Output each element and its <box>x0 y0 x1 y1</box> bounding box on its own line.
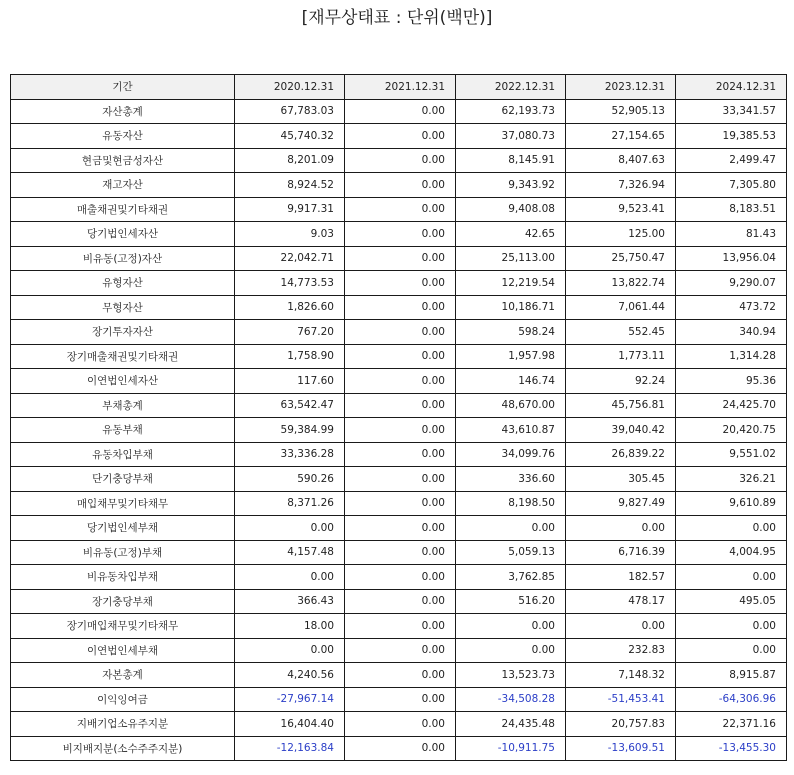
value-cell: 9.03 <box>235 222 345 247</box>
value-cell: 4,004.95 <box>676 540 787 565</box>
value-cell: 59,384.99 <box>235 418 345 443</box>
value-cell: 473.72 <box>676 295 787 320</box>
value-cell: 19,385.53 <box>676 124 787 149</box>
value-cell: 0.00 <box>345 418 456 443</box>
row-label: 당기법인세자산 <box>11 222 235 247</box>
row-label: 부채총계 <box>11 393 235 418</box>
value-cell: 117.60 <box>235 369 345 394</box>
value-cell: 1,758.90 <box>235 344 345 369</box>
row-label: 비유동(고정)부채 <box>11 540 235 565</box>
value-cell: 45,740.32 <box>235 124 345 149</box>
value-cell: 9,610.89 <box>676 491 787 516</box>
value-cell: 39,040.42 <box>566 418 676 443</box>
value-cell: 67,783.03 <box>235 99 345 124</box>
row-label: 자본총계 <box>11 663 235 688</box>
value-cell: 63,542.47 <box>235 393 345 418</box>
table-row <box>11 712 787 737</box>
table-row <box>11 540 787 565</box>
value-cell: 81.43 <box>676 222 787 247</box>
value-cell: 0.00 <box>345 124 456 149</box>
column-header-2020: 2020.12.31 <box>235 75 345 100</box>
value-cell: 0.00 <box>345 540 456 565</box>
row-label: 현금및현금성자산 <box>11 148 235 173</box>
value-cell: 0.00 <box>345 736 456 761</box>
value-cell: 0.00 <box>345 565 456 590</box>
column-header-2022: 2022.12.31 <box>456 75 566 100</box>
value-cell: 48,670.00 <box>456 393 566 418</box>
value-cell: 1,826.60 <box>235 295 345 320</box>
value-cell: 8,201.09 <box>235 148 345 173</box>
value-cell: 62,193.73 <box>456 99 566 124</box>
value-cell: 366.43 <box>235 589 345 614</box>
value-cell: 0.00 <box>345 467 456 492</box>
row-label: 이익잉여금 <box>11 687 235 712</box>
value-cell: -13,455.30 <box>676 736 787 761</box>
row-label: 유형자산 <box>11 271 235 296</box>
table-row <box>11 173 787 198</box>
value-cell: 0.00 <box>235 565 345 590</box>
row-label: 비유동(고정)자산 <box>11 246 235 271</box>
value-cell: -34,508.28 <box>456 687 566 712</box>
value-cell: -51,453.41 <box>566 687 676 712</box>
value-cell: 0.00 <box>345 393 456 418</box>
page-title: [재무상태표 : 단위(백만)] <box>301 8 493 28</box>
value-cell: 146.74 <box>456 369 566 394</box>
value-cell: 25,750.47 <box>566 246 676 271</box>
value-cell: 20,757.83 <box>566 712 676 737</box>
row-label: 재고자산 <box>11 173 235 198</box>
value-cell: -27,967.14 <box>235 687 345 712</box>
value-cell: 9,343.92 <box>456 173 566 198</box>
value-cell: 24,435.48 <box>456 712 566 737</box>
value-cell: 0.00 <box>345 99 456 124</box>
value-cell: 495.05 <box>676 589 787 614</box>
table-row <box>11 663 787 688</box>
value-cell: 4,157.48 <box>235 540 345 565</box>
column-header-2024: 2024.12.31 <box>676 75 787 100</box>
table-row <box>11 271 787 296</box>
table-row <box>11 197 787 222</box>
row-label: 비유동차입부채 <box>11 565 235 590</box>
value-cell: 182.57 <box>566 565 676 590</box>
row-label: 단기충당부채 <box>11 467 235 492</box>
value-cell: 1,314.28 <box>676 344 787 369</box>
value-cell: 34,099.76 <box>456 442 566 467</box>
value-cell: 0.00 <box>345 246 456 271</box>
value-cell: 0.00 <box>566 614 676 639</box>
value-cell: 0.00 <box>345 148 456 173</box>
value-cell: 0.00 <box>345 369 456 394</box>
value-cell: -13,609.51 <box>566 736 676 761</box>
value-cell: 0.00 <box>676 614 787 639</box>
value-cell: 767.20 <box>235 320 345 345</box>
value-cell: 0.00 <box>676 565 787 590</box>
value-cell: 0.00 <box>345 687 456 712</box>
row-label: 매입채무및기타채무 <box>11 491 235 516</box>
value-cell: 24,425.70 <box>676 393 787 418</box>
table-row <box>11 222 787 247</box>
value-cell: 598.24 <box>456 320 566 345</box>
value-cell: 13,822.74 <box>566 271 676 296</box>
row-label: 매출채권및기타채권 <box>11 197 235 222</box>
value-cell: 9,290.07 <box>676 271 787 296</box>
table-row <box>11 320 787 345</box>
row-label: 유동부채 <box>11 418 235 443</box>
table-row <box>11 638 787 663</box>
table-row <box>11 565 787 590</box>
value-cell: 92.24 <box>566 369 676 394</box>
value-cell: 22,042.71 <box>235 246 345 271</box>
row-label: 장기충당부채 <box>11 589 235 614</box>
value-cell: 0.00 <box>345 589 456 614</box>
value-cell: 26,839.22 <box>566 442 676 467</box>
value-cell: 8,198.50 <box>456 491 566 516</box>
value-cell: 45,756.81 <box>566 393 676 418</box>
table-row <box>11 516 787 541</box>
value-cell: 0.00 <box>345 222 456 247</box>
value-cell: 3,762.85 <box>456 565 566 590</box>
value-cell: 13,523.73 <box>456 663 566 688</box>
table-row <box>11 148 787 173</box>
value-cell: 33,336.28 <box>235 442 345 467</box>
value-cell: 0.00 <box>235 638 345 663</box>
value-cell: 305.45 <box>566 467 676 492</box>
value-cell: 9,523.41 <box>566 197 676 222</box>
value-cell: 0.00 <box>345 197 456 222</box>
row-label: 장기매입채무및기타채무 <box>11 614 235 639</box>
row-label: 자산총계 <box>11 99 235 124</box>
value-cell: 9,917.31 <box>235 197 345 222</box>
value-cell: 0.00 <box>345 712 456 737</box>
value-cell: 6,716.39 <box>566 540 676 565</box>
row-label: 무형자산 <box>11 295 235 320</box>
table-row <box>11 614 787 639</box>
value-cell: -10,911.75 <box>456 736 566 761</box>
value-cell: 37,080.73 <box>456 124 566 149</box>
row-label: 유동차입부채 <box>11 442 235 467</box>
header-row <box>11 75 787 100</box>
value-cell: 0.00 <box>345 516 456 541</box>
row-label: 당기법인세부채 <box>11 516 235 541</box>
value-cell: 33,341.57 <box>676 99 787 124</box>
value-cell: 8,915.87 <box>676 663 787 688</box>
value-cell: 9,827.49 <box>566 491 676 516</box>
value-cell: 590.26 <box>235 467 345 492</box>
table-row <box>11 736 787 761</box>
value-cell: 0.00 <box>456 614 566 639</box>
value-cell: 0.00 <box>345 344 456 369</box>
table-row <box>11 418 787 443</box>
table-row <box>11 99 787 124</box>
balance-sheet-table <box>10 74 787 761</box>
value-cell: 12,219.54 <box>456 271 566 296</box>
value-cell: 0.00 <box>566 516 676 541</box>
row-label: 이연법인세부채 <box>11 638 235 663</box>
value-cell: 18.00 <box>235 614 345 639</box>
value-cell: 4,240.56 <box>235 663 345 688</box>
value-cell: 14,773.53 <box>235 271 345 296</box>
value-cell: 0.00 <box>456 638 566 663</box>
value-cell: 7,148.32 <box>566 663 676 688</box>
value-cell: 43,610.87 <box>456 418 566 443</box>
value-cell: -12,163.84 <box>235 736 345 761</box>
value-cell: 16,404.40 <box>235 712 345 737</box>
value-cell: 8,924.52 <box>235 173 345 198</box>
table-row <box>11 687 787 712</box>
value-cell: 8,407.63 <box>566 148 676 173</box>
value-cell: 9,551.02 <box>676 442 787 467</box>
value-cell: 22,371.16 <box>676 712 787 737</box>
value-cell: 1,957.98 <box>456 344 566 369</box>
value-cell: 7,305.80 <box>676 173 787 198</box>
table-row <box>11 442 787 467</box>
value-cell: 7,326.94 <box>566 173 676 198</box>
value-cell: 552.45 <box>566 320 676 345</box>
value-cell: 0.00 <box>345 614 456 639</box>
value-cell: 8,183.51 <box>676 197 787 222</box>
value-cell: 0.00 <box>456 516 566 541</box>
value-cell: 516.20 <box>456 589 566 614</box>
value-cell: 0.00 <box>345 442 456 467</box>
table-row <box>11 369 787 394</box>
value-cell: 95.36 <box>676 369 787 394</box>
value-cell: 0.00 <box>345 173 456 198</box>
row-label: 장기투자자산 <box>11 320 235 345</box>
value-cell: 1,773.11 <box>566 344 676 369</box>
column-header-2021: 2021.12.31 <box>345 75 456 100</box>
value-cell: 478.17 <box>566 589 676 614</box>
value-cell: 10,186.71 <box>456 295 566 320</box>
value-cell: 0.00 <box>345 663 456 688</box>
table-row <box>11 344 787 369</box>
table-row <box>11 393 787 418</box>
value-cell: 0.00 <box>345 271 456 296</box>
row-label: 비지배지분(소수주주지분) <box>11 736 235 761</box>
row-label: 유동자산 <box>11 124 235 149</box>
value-cell: 0.00 <box>345 320 456 345</box>
value-cell: 5,059.13 <box>456 540 566 565</box>
value-cell: 2,499.47 <box>676 148 787 173</box>
value-cell: 0.00 <box>676 638 787 663</box>
value-cell: 0.00 <box>345 638 456 663</box>
column-header-2023: 2023.12.31 <box>566 75 676 100</box>
value-cell: 340.94 <box>676 320 787 345</box>
table-header <box>11 75 787 100</box>
value-cell: 7,061.44 <box>566 295 676 320</box>
value-cell: 0.00 <box>345 491 456 516</box>
table-row <box>11 124 787 149</box>
row-label: 장기매출채권및기타채권 <box>11 344 235 369</box>
column-header-period: 기간 <box>11 75 235 100</box>
table-row <box>11 246 787 271</box>
value-cell: 0.00 <box>345 295 456 320</box>
value-cell: 42.65 <box>456 222 566 247</box>
value-cell: 27,154.65 <box>566 124 676 149</box>
value-cell: 336.60 <box>456 467 566 492</box>
table-row <box>11 295 787 320</box>
value-cell: 25,113.00 <box>456 246 566 271</box>
value-cell: 232.83 <box>566 638 676 663</box>
table-row <box>11 491 787 516</box>
value-cell: 13,956.04 <box>676 246 787 271</box>
value-cell: 52,905.13 <box>566 99 676 124</box>
value-cell: 8,371.26 <box>235 491 345 516</box>
row-label: 지배기업소유주지분 <box>11 712 235 737</box>
value-cell: 0.00 <box>235 516 345 541</box>
table-row <box>11 467 787 492</box>
value-cell: 20,420.75 <box>676 418 787 443</box>
row-label: 이연법인세자산 <box>11 369 235 394</box>
value-cell: 9,408.08 <box>456 197 566 222</box>
value-cell: 0.00 <box>676 516 787 541</box>
value-cell: 326.21 <box>676 467 787 492</box>
table-row <box>11 589 787 614</box>
value-cell: 8,145.91 <box>456 148 566 173</box>
value-cell: 125.00 <box>566 222 676 247</box>
table-body <box>11 99 787 761</box>
value-cell: -64,306.96 <box>676 687 787 712</box>
